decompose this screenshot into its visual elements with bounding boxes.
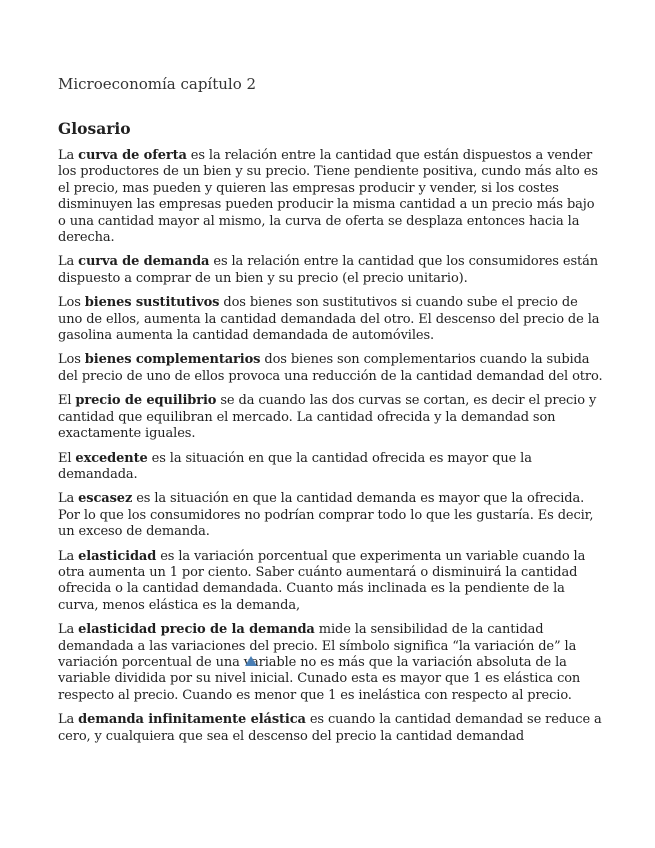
glossary-term: escasez [78, 491, 133, 507]
glossary-term: precio de equilibrio [75, 393, 217, 409]
glossary-term: curva de demanda [78, 254, 210, 270]
glossary-entry: La curva de demanda es la relación entre la cantidad que los consumidores están dispuesto a comprar de un bien y su precio (el precio unitario). [58, 254, 598, 286]
glossary-entry: La elasticidad precio de la demanda mide la sensibilidad de la cantidad demandada a las variaciones del precio. El símbolo significa “la variación de” la variación porcentual de una variable no es más que la variación absoluta de la variable dividida por su nivel inicial. Cunado esta es mayor que 1 es elástica con respecto al precio. Cuando es menor que 1 es inelástica con respecto al precio. [58, 622, 581, 703]
glossary-term: excedente [75, 450, 148, 466]
glossary-entry: La curva de oferta es la relación entre la cantidad que están dispuestos a vender los productores de un bien y su precio. Tiene pendiente positiva, cundo más alto es el precio, mas pueden y quieren las empresas producir y vender, si los costes disminuyen las empresas pueden producir la misma cantidad a un precio más bajo o una cantidad mayor al mismo, la curva de oferta se desplaza entonces hacia la derecha. [58, 148, 598, 246]
glossary-entry: La demanda infinitamente elástica es cuando la cantidad demandad se reduce a cero, y cualquiera que sea el descenso del precio la cantidad demandad [58, 712, 602, 744]
glossary-entry: La elasticidad es la variación porcentual que experimenta un variable cuando la otra aumenta un 1 por ciento. Saber cuánto aumentará o disminuirá la cantidad ofrecida o la cantidad demandada. Cuanto más inclinada es la pendiente de la curva, menos elástica es la demanda, [58, 548, 586, 613]
glossary-term: elasticidad [78, 548, 157, 564]
glossary-entries [58, 148, 603, 753]
glossary-heading: Glosario [58, 119, 131, 138]
glossary-entry: Los bienes sustitutivos dos bienes son sustitutivos si cuando sube el precio de uno de ellos, aumenta la cantidad demandada del otro. El descenso del precio de la gasolina aumenta la cantidad demandada de automóviles. [58, 295, 600, 344]
glossary-term: bienes sustitutivos [84, 295, 220, 311]
glossary-term: bienes complementarios [84, 352, 261, 368]
glossary-entry: El precio de equilibrio se da cuando las dos curvas se cortan, es decir el precio y cantidad que equilibran el mercado. La cantidad ofrecida y la demandad son exactamente iguales. [58, 393, 597, 442]
glossary-entry: El excedente es la situación en que la cantidad ofrecida es mayor que la demandada. [58, 450, 532, 482]
glossary-entry: La escasez es la situación en que la cantidad demanda es mayor que la ofrecida. Por lo que los consumidores no podrían comprar todo lo que les gustaría. Es decir, un exceso de demanda. [58, 491, 594, 540]
glossary-term: curva de oferta [78, 148, 187, 163]
glossary-term: demanda infinitamente elástica [78, 712, 306, 728]
delta-triangle-icon [245, 656, 257, 666]
glossary-term: elasticidad precio de la demanda [78, 622, 315, 638]
document-title: Microeconomía capítulo 2 [58, 75, 257, 93]
glossary-entry: Los bienes complementarios dos bienes son complementarios cuando la subida del precio de uno de ellos provoca una reducción de la cantidad demandad del otro. [58, 352, 603, 384]
